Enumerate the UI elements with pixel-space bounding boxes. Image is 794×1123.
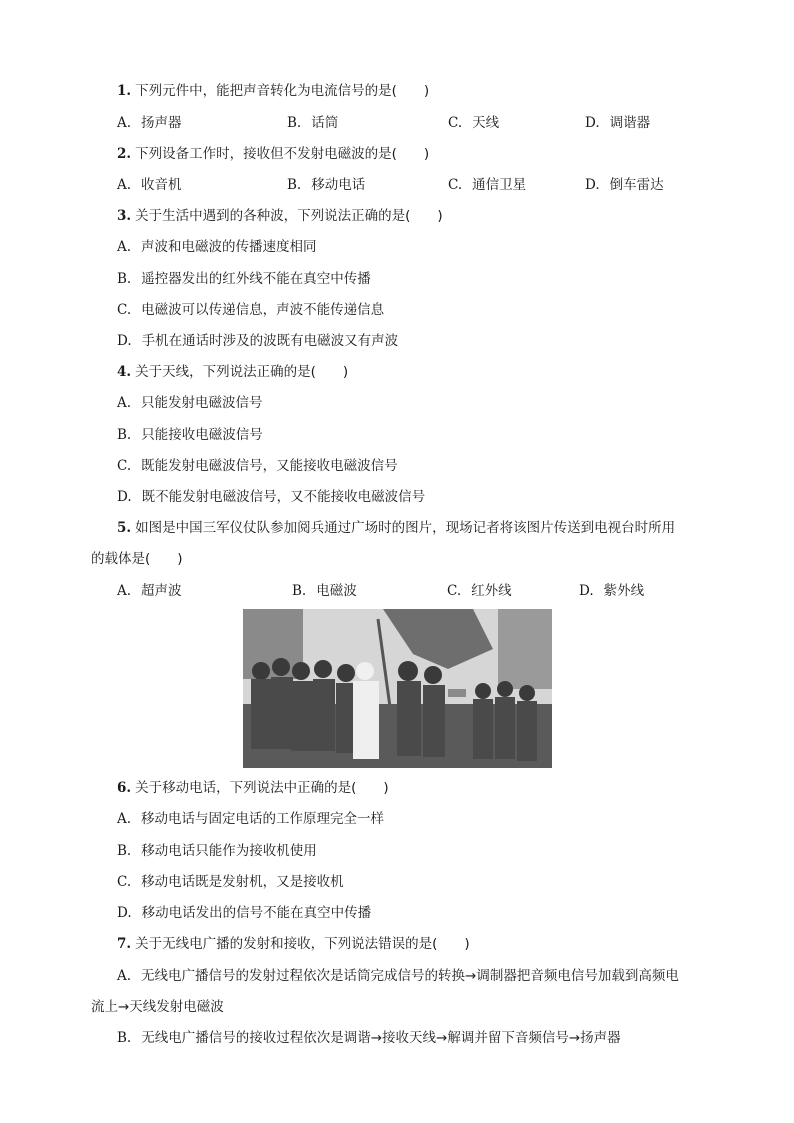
q7-option-a-line2: 流上→天线发射电磁波 [91, 999, 224, 1015]
honor-guard-photo [243, 609, 552, 768]
q1-stem: 1. 下列元件中，能把声音转化为电流信号的是( ) [117, 83, 430, 99]
q4-option-d: D. 既不能发射电磁波信号，又不能接收电磁波信号 [117, 489, 426, 505]
q7-option-a-line1: A. 无线电广播信号的发射过程依次是话筒完成信号的转换→调制器把音频电信号加载到高频电 [117, 968, 679, 984]
q3-option-b: B. 遥控器发出的红外线不能在真空中传播 [117, 271, 371, 287]
q5-option-c: C. 红外线 [447, 583, 512, 599]
q6-option-d: D. 移动电话发出的信号不能在真空中传播 [117, 905, 372, 921]
q7-option-b: B. 无线电广播信号的接收过程依次是调谐→接收天线→解调并留下音频信号→扬声器 [117, 1030, 621, 1046]
q4-option-c: C. 既能发射电磁波信号，又能接收电磁波信号 [117, 458, 398, 474]
q6-option-c: C. 移动电话既是发射机，又是接收机 [117, 874, 344, 890]
q2-stem: 2. 下列设备工作时，接收但不发射电磁波的是( ) [117, 146, 430, 162]
q5-stem-line2: 的载体是( ) [91, 551, 183, 567]
q6-option-b: B. 移动电话只能作为接收机使用 [117, 843, 317, 859]
q2-option-b: B. 移动电话 [287, 177, 366, 193]
q5-option-a: A. 超声波 [117, 583, 182, 599]
q1-option-b: B. 话筒 [287, 115, 339, 131]
q2-option-a: A. 收音机 [117, 177, 182, 193]
q2-option-c: C. 通信卫星 [448, 177, 527, 193]
q6-stem: 6. 关于移动电话，下列说法中正确的是( ) [117, 780, 389, 796]
q5-stem-line1: 5. 如图是中国三军仪仗队参加阅兵通过广场时的图片，现场记者将该图片传送到电视台时所用 [117, 520, 676, 536]
q7-stem: 7. 关于无线电广播的发射和接收，下列说法错误的是( ) [117, 936, 470, 952]
q5-option-d: D. 紫外线 [579, 583, 645, 599]
q5-option-b: B. 电磁波 [292, 583, 357, 599]
q4-stem: 4. 关于天线，下列说法正确的是( ) [117, 364, 349, 380]
q1-option-a: A. 扬声器 [117, 115, 182, 131]
q2-option-d: D. 倒车雷达 [585, 177, 664, 193]
q6-option-a: A. 移动电话与固定电话的工作原理完全一样 [117, 811, 385, 827]
q1-option-c: C. 天线 [448, 115, 500, 131]
q3-stem: 3. 关于生活中遇到的各种波，下列说法正确的是( ) [117, 208, 443, 224]
q1-option-d: D. 调谐器 [585, 115, 651, 131]
q4-option-b: B. 只能接收电磁波信号 [117, 427, 263, 443]
q3-option-a: A. 声波和电磁波的传播速度相同 [117, 239, 317, 255]
q3-option-c: C. 电磁波可以传递信息，声波不能传递信息 [117, 302, 385, 318]
q3-option-d: D. 手机在通话时涉及的波既有电磁波又有声波 [117, 333, 399, 349]
q4-option-a: A. 只能发射电磁波信号 [117, 395, 263, 411]
